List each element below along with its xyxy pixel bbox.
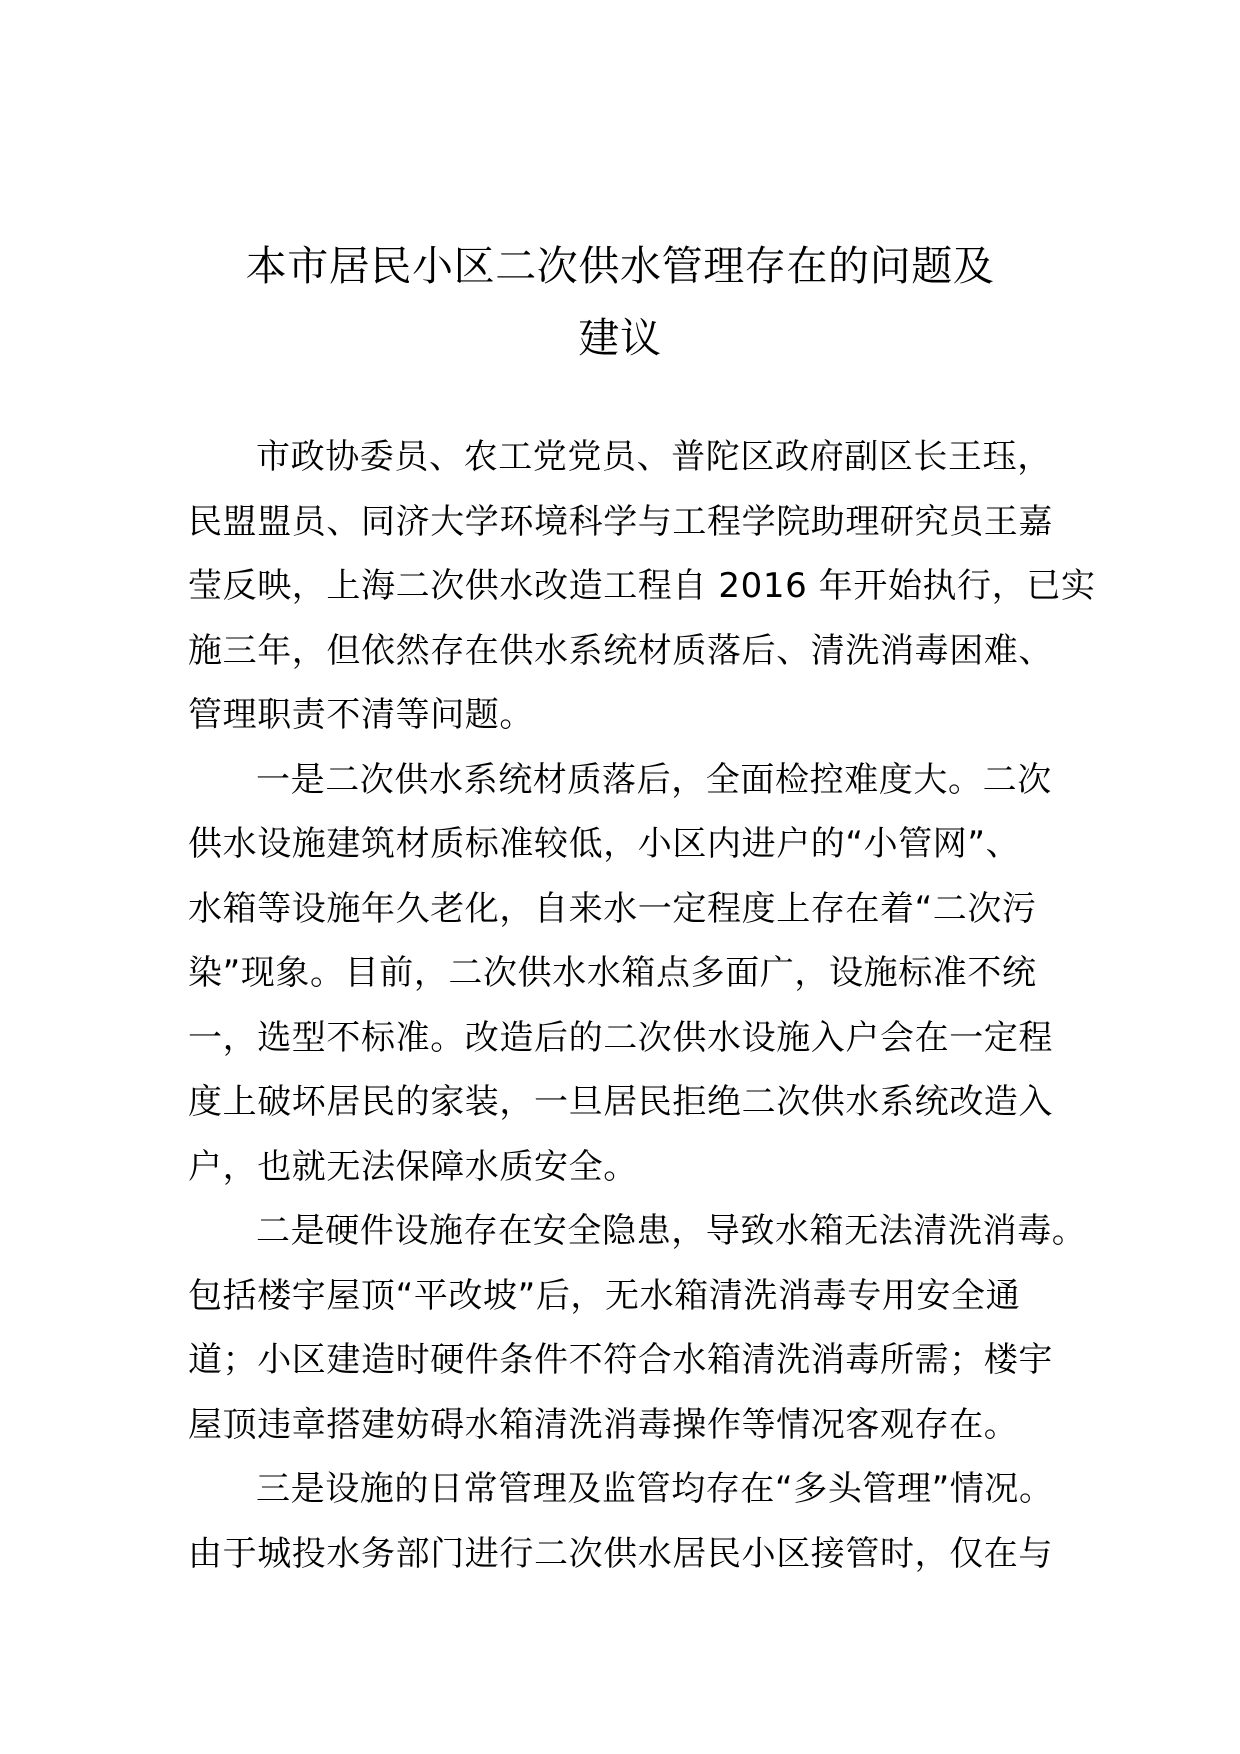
- paragraph-line: 管理职责不清等问题。: [188, 695, 534, 735]
- paragraph-line: 染”现象。目前，二次供水水箱点多面广，设施标准不统: [188, 953, 1037, 993]
- paragraph-line: 屋顶违章搭建妨碍水箱清洗消毒操作等情况客观存在。: [188, 1404, 1019, 1445]
- document-body: [188, 425, 1096, 1586]
- paragraph-line: 施三年，但依然存在供水系统材质落后、清洗消毒困难、: [188, 630, 1053, 671]
- paragraph-line: 二是硬件设施存在安全隐患，导致水箱无法清洗消毒。: [256, 1211, 1087, 1251]
- paragraph-line: 户，也就无法保障水质安全。: [188, 1146, 638, 1187]
- paragraph-issue-one: [188, 748, 1053, 1200]
- title-line: 建议: [578, 314, 662, 362]
- paragraph-line: 由于城投水务部门进行二次供水居民小区接管时，仅在与: [188, 1533, 1053, 1574]
- paragraph-issue-two: [188, 1199, 1087, 1457]
- paragraph-line: 一是二次供水系统材质落后，全面检控难度大。二次: [256, 759, 1052, 800]
- paragraph-line: 道；小区建造时硬件条件不符合水箱清洗消毒所需；楼宇: [188, 1340, 1053, 1380]
- paragraph-line: 一，选型不标准。改造后的二次供水设施入户会在一定程: [188, 1017, 1053, 1058]
- paragraph-line: 莹反映，上海二次供水改造工程自 2016 年开始执行，已实: [188, 566, 1096, 606]
- paragraph-intro: [188, 425, 1096, 748]
- paragraph-line: 包括楼宇屋顶“平改坡”后，无水箱清洗消毒专用安全通: [188, 1275, 1021, 1316]
- paragraph-line: 供水设施建筑材质标准较低，小区内进户的“小管网”、: [188, 824, 1021, 864]
- title-line: 本市居民小区二次供水管理存在的问题及: [245, 242, 995, 290]
- paragraph-issue-three: [188, 1457, 1053, 1586]
- document-title: [180, 230, 1060, 374]
- paragraph-line: 度上破坏居民的家装，一旦居民拒绝二次供水系统改造入: [188, 1082, 1053, 1122]
- paragraph-line: 水箱等设施年久老化，自来水一定程度上存在着“二次污: [188, 888, 1037, 929]
- paragraph-line: 市政协委员、农工党党员、普陀区政府副区长王珏，: [256, 437, 1052, 477]
- paragraph-line: 民盟盟员、同济大学环境科学与工程学院助理研究员王嘉: [188, 501, 1053, 542]
- paragraph-line: 三是设施的日常管理及监管均存在“多头管理”情况。: [256, 1469, 1054, 1509]
